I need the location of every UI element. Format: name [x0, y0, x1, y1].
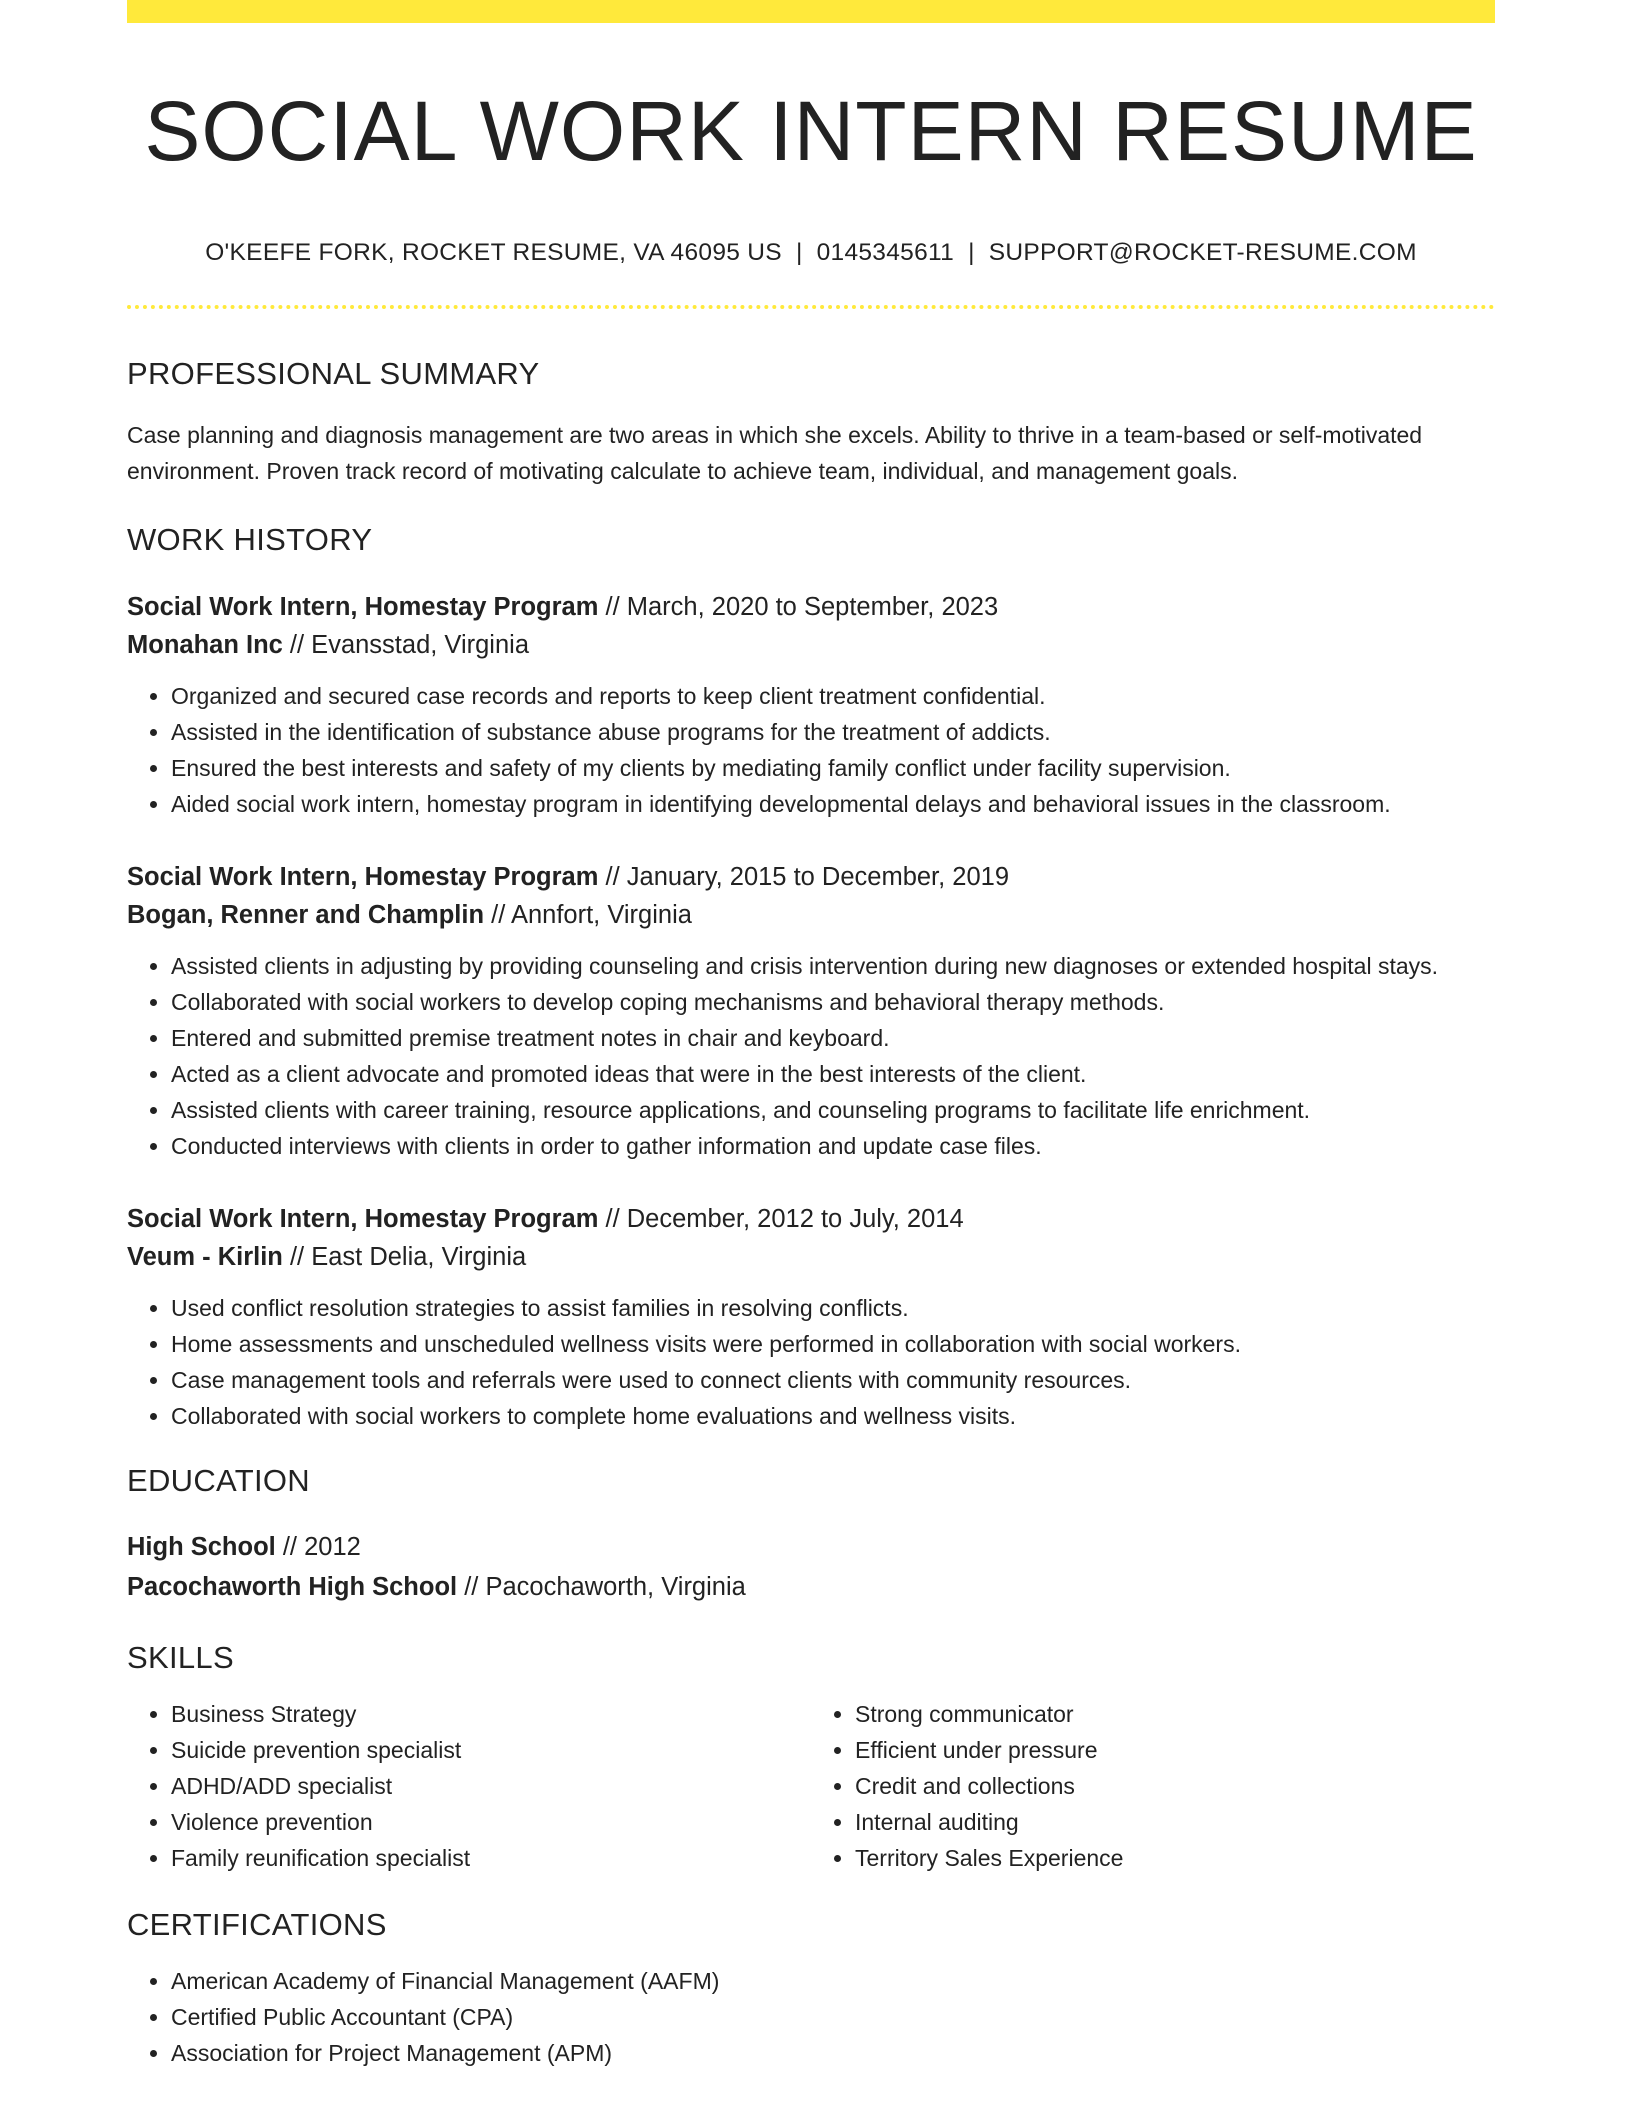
education-degree-line [127, 1527, 1495, 1567]
contact-phone: 0145345611 [816, 239, 955, 267]
contact-line [127, 239, 1495, 267]
education-heading: EDUCATION [127, 1462, 310, 1498]
education-location: // Pacochaworth, Virginia [457, 1572, 746, 1601]
job-bullet: • Assisted clients in adjusting by providing counseling and crisis intervention during new diagnoses or extended hospital stays. [171, 948, 1495, 984]
skill-item: • Strong communicator [855, 1696, 1495, 1732]
education-school: Pacochaworth High School [127, 1572, 458, 1601]
skills-list-left [127, 1696, 811, 1876]
job-bullets [127, 1290, 1495, 1434]
skill-item: • Family reunification specialist [171, 1840, 811, 1876]
job-bullet: • Acted as a client advocate and promoted ideas that were in the best interests of the client. [171, 1056, 1495, 1092]
skill-item: • Internal auditing [855, 1804, 1495, 1840]
summary-heading: PROFESSIONAL SUMMARY [127, 356, 540, 392]
job-title: Social Work Intern, Homestay Program [127, 592, 599, 621]
skills-columns [127, 1696, 1495, 1876]
job-bullet: • Ensured the best interests and safety of my clients by mediating family conflict under facility supervision. [171, 750, 1495, 786]
certifications-heading: CERTIFICATIONS [127, 1907, 387, 1943]
job-entry [127, 1200, 1495, 1434]
job-company-line [127, 1238, 1495, 1276]
skill-item: • ADHD/ADD specialist [171, 1768, 811, 1804]
certification-item: • American Academy of Financial Management (AAFM) [171, 1963, 1495, 1999]
job-bullet: • Collaborated with social workers to develop coping mechanisms and behavioral therapy methods. [171, 984, 1495, 1020]
job-company: Monahan Inc [127, 630, 283, 659]
job-bullet: • Conducted interviews with clients in order to gather information and update case files. [171, 1128, 1495, 1164]
contact-email: SUPPORT@ROCKET-RESUME.COM [988, 239, 1417, 267]
contact-address: O'KEEFE FORK, ROCKET RESUME, VA 46095 US [205, 239, 782, 267]
job-bullets [127, 678, 1495, 822]
job-company-line [127, 896, 1495, 934]
job-location: // East Delia, Virginia [282, 1242, 527, 1271]
job-location: // Annfort, Virginia [484, 900, 692, 929]
dotted-divider [127, 305, 1495, 309]
job-bullet: • Case management tools and referrals were used to connect clients with community resources. [171, 1362, 1495, 1398]
skills-heading: SKILLS [127, 1639, 234, 1675]
job-dates: // March, 2020 to September, 2023 [598, 592, 999, 621]
job-company: Bogan, Renner and Champlin [127, 900, 485, 929]
resume-page [127, 0, 1495, 2071]
skill-item: • Violence prevention [171, 1804, 811, 1840]
job-bullet: • Collaborated with social workers to complete home evaluations and wellness visits. [171, 1398, 1495, 1434]
job-location: // Evansstad, Virginia [282, 630, 530, 659]
job-bullet: • Entered and submitted premise treatment notes in chair and keyboard. [171, 1020, 1495, 1056]
job-bullet: • Used conflict resolution strategies to assist families in resolving conflicts. [171, 1290, 1495, 1326]
accent-bar [127, 0, 1495, 23]
job-title-line [127, 1200, 1495, 1238]
job-bullet: • Organized and secured case records and reports to keep client treatment confidential. [171, 678, 1495, 714]
job-company-line [127, 626, 1495, 664]
job-title-line [127, 588, 1495, 626]
certification-item: • Association for Project Management (APM) [171, 2035, 1495, 2071]
skill-item: • Suicide prevention specialist [171, 1732, 811, 1768]
contact-separator: | [795, 239, 803, 267]
job-entry [127, 858, 1495, 1164]
skill-item: • Territory Sales Experience [855, 1840, 1495, 1876]
job-bullet: • Aided social work intern, homestay program in identifying developmental delays and behavioral issues in the classroom. [171, 786, 1495, 822]
work-history-heading: WORK HISTORY [127, 521, 373, 557]
job-company: Veum - Kirlin [127, 1242, 283, 1271]
job-dates: // December, 2012 to July, 2014 [598, 1204, 964, 1233]
certifications-list [127, 1963, 1495, 2071]
resume-title: SOCIAL WORK INTERN RESUME [144, 84, 1478, 178]
job-bullet: • Home assessments and unscheduled wellness visits were performed in collaboration with social workers. [171, 1326, 1495, 1362]
job-title: Social Work Intern, Homestay Program [127, 1204, 599, 1233]
skill-item: • Business Strategy [171, 1696, 811, 1732]
skill-item: • Efficient under pressure [855, 1732, 1495, 1768]
job-bullets [127, 948, 1495, 1164]
job-title: Social Work Intern, Homestay Program [127, 862, 599, 891]
skills-list-right [811, 1696, 1495, 1876]
job-bullet: • Assisted in the identification of substance abuse programs for the treatment of addicts. [171, 714, 1495, 750]
job-title-line [127, 858, 1495, 896]
job-bullet: • Assisted clients with career training, resource applications, and counseling programs to facilitate life enrichment. [171, 1092, 1495, 1128]
education-degree: High School [127, 1532, 276, 1561]
education-entry [127, 1527, 1495, 1607]
summary-text: Case planning and diagnosis management are two areas in which she excels. Ability to thrive in a team-based or self-motivated environment. Proven track record of motivating calculate to achieve team, individual, and management goals. [127, 421, 1423, 484]
skill-item: • Credit and collections [855, 1768, 1495, 1804]
education-year: // 2012 [275, 1532, 361, 1561]
job-entry [127, 588, 1495, 822]
contact-separator: | [968, 239, 975, 267]
certification-item: • Certified Public Accountant (CPA) [171, 1999, 1495, 2035]
education-school-line [127, 1567, 1495, 1607]
job-dates: // January, 2015 to December, 2019 [598, 862, 1010, 891]
